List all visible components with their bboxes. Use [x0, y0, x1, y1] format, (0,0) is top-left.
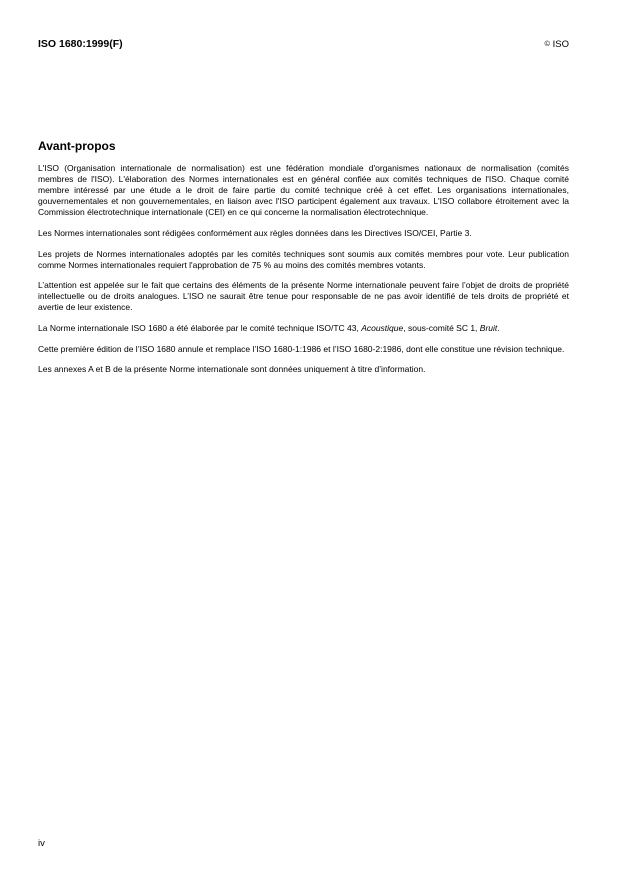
copyright-notice: [544, 39, 569, 50]
page-number: iv: [38, 838, 45, 849]
document-id: ISO 1680:1999(F): [38, 38, 123, 50]
subcommittee-name-bruit: Bruit: [479, 323, 498, 334]
copyright-symbol: ©: [544, 39, 550, 48]
paragraph-iso-organisation: L'ISO (Organisation internationale de normalisation) est une fédération mondiale d'organismes nationaux de normalisation (comités membres de l'ISO). L'élaboration des Normes internationales est en général confiée aux comités techniques de l'ISO. Chaque comité membre intéressé par une étude a le droit de faire partie du comité technique créé à cet effet. Les organisations internationales, gouvernementales et non gouvernementales, en liaison avec l'ISO participent également aux travaux. L'ISO collabore étroitement avec la Commission électrotechnique internationale (CEI) en ce qui concerne la normalisation électrotechnique.: [38, 163, 569, 218]
paragraph-directives: Les Normes internationales sont rédigées conformément aux règles données dans les Directives ISO/CEI, Partie 3.: [38, 227, 472, 238]
committee-text-a: La Norme internationale ISO 1680 a été élaborée par le comité technique ISO/TC 43,: [38, 323, 362, 334]
paragraph-edition: Cette première édition de l’ISO 1680 annule et remplace l’ISO 1680-1:1986 et l’ISO 1680-2:1986, dont elle constitue une révision technique.: [38, 343, 565, 354]
paragraph-voting: Les projets de Normes internationales adoptés par les comités techniques sont soumis aux comités membres pour vote. Leur publication comme Normes internationales requiert l'approbation de 75 % au moins des comités membres votants.: [38, 248, 569, 270]
committee-text-c: .: [497, 323, 500, 334]
committee-text-b: , sous-comité SC 1,: [403, 323, 480, 334]
paragraph-patent-rights: L’attention est appelée sur le fait que certains des éléments de la présente Norme internationale peuvent faire l’objet de droits de propriété intellectuelle ou de droits analogues. L’ISO ne saurait être tenue pour responsable de ne pas avoir identifié de tels droits de propriété et avertie de leur existence.: [38, 280, 569, 313]
section-title: Avant-propos: [38, 139, 116, 153]
committee-name-acoustique: Acoustique: [361, 323, 404, 334]
foreword-body: [38, 163, 569, 375]
copyright-owner: ISO: [552, 39, 569, 50]
paragraph-annexes: Les annexes A et B de la présente Norme internationale sont données uniquement à titre d’information.: [38, 364, 426, 375]
paragraph-committee: [38, 323, 569, 334]
